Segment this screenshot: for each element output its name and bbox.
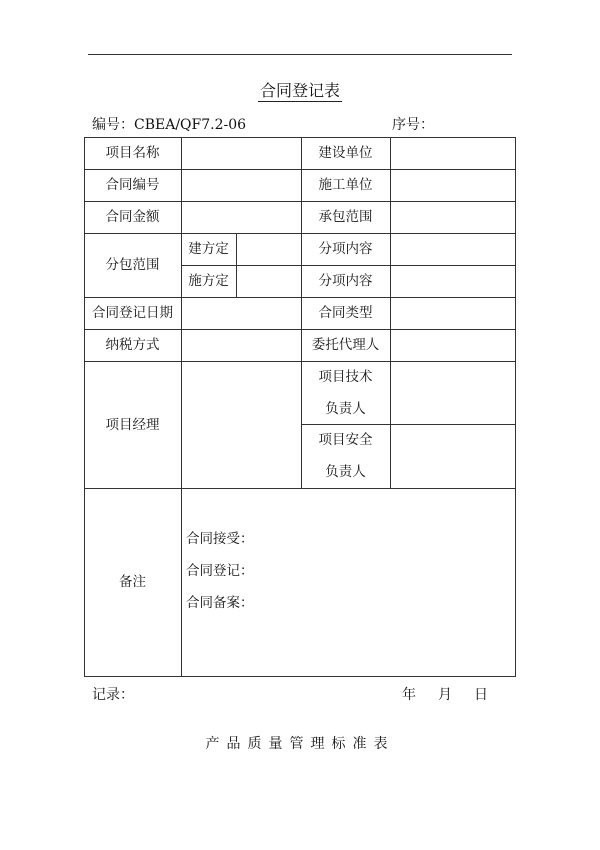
authorized-agent-label: 委托代理人 — [311, 337, 380, 353]
owner-designated-label: 建方定 — [188, 241, 229, 257]
safety-lead-line-2: 负责人 — [325, 464, 366, 480]
form-code — [92, 114, 246, 134]
year-label: 年 — [402, 687, 416, 703]
subcontract-scope-label: 分包范围 — [105, 257, 160, 273]
contract-filed-label: 合同备案： — [186, 595, 254, 611]
contract-registered-label: 合同登记： — [186, 563, 254, 579]
sub-item-content-label-2: 分项内容 — [318, 273, 373, 289]
contractor-unit-label: 施工单位 — [318, 177, 373, 193]
record-label: 记录： — [92, 687, 134, 703]
bottom-title: 产品质量管理标准表 — [205, 736, 395, 752]
form-title: 合同登记表 — [259, 81, 340, 100]
contract-accepted-label: 合同接受： — [186, 531, 254, 547]
project-name-label: 项目名称 — [105, 145, 160, 161]
day-label: 日 — [474, 687, 488, 703]
contract-number-label: 合同编号 — [105, 177, 160, 193]
tech-lead-line-1: 项目技术 — [318, 368, 373, 385]
contract-scope-label: 承包范围 — [318, 209, 373, 225]
safety-lead-label — [301, 424, 390, 488]
sub-item-content-label-1: 分项内容 — [318, 241, 373, 257]
form-code-value: CBEA/QF7.2-06 — [134, 117, 247, 133]
header-rule — [88, 54, 512, 55]
tech-lead-label — [301, 361, 390, 424]
registration-date-label: 合同登记日期 — [92, 305, 173, 321]
safety-lead-line-1: 项目安全 — [318, 432, 373, 448]
contract-type-label: 合同类型 — [318, 305, 373, 321]
remarks-label: 备注 — [119, 574, 146, 590]
contractor-designated-label: 施方定 — [188, 273, 229, 289]
contract-amount-label: 合同金额 — [105, 209, 160, 225]
month-label: 月 — [438, 687, 452, 703]
tax-method-label: 纳税方式 — [105, 337, 160, 353]
tech-lead-line-2: 负责人 — [325, 400, 366, 417]
project-manager-label: 项目经理 — [105, 416, 160, 433]
serial-number-label: 序号： — [392, 117, 434, 133]
construction-unit-label: 建设单位 — [318, 145, 373, 161]
form-code-label: 编号： — [92, 117, 134, 133]
